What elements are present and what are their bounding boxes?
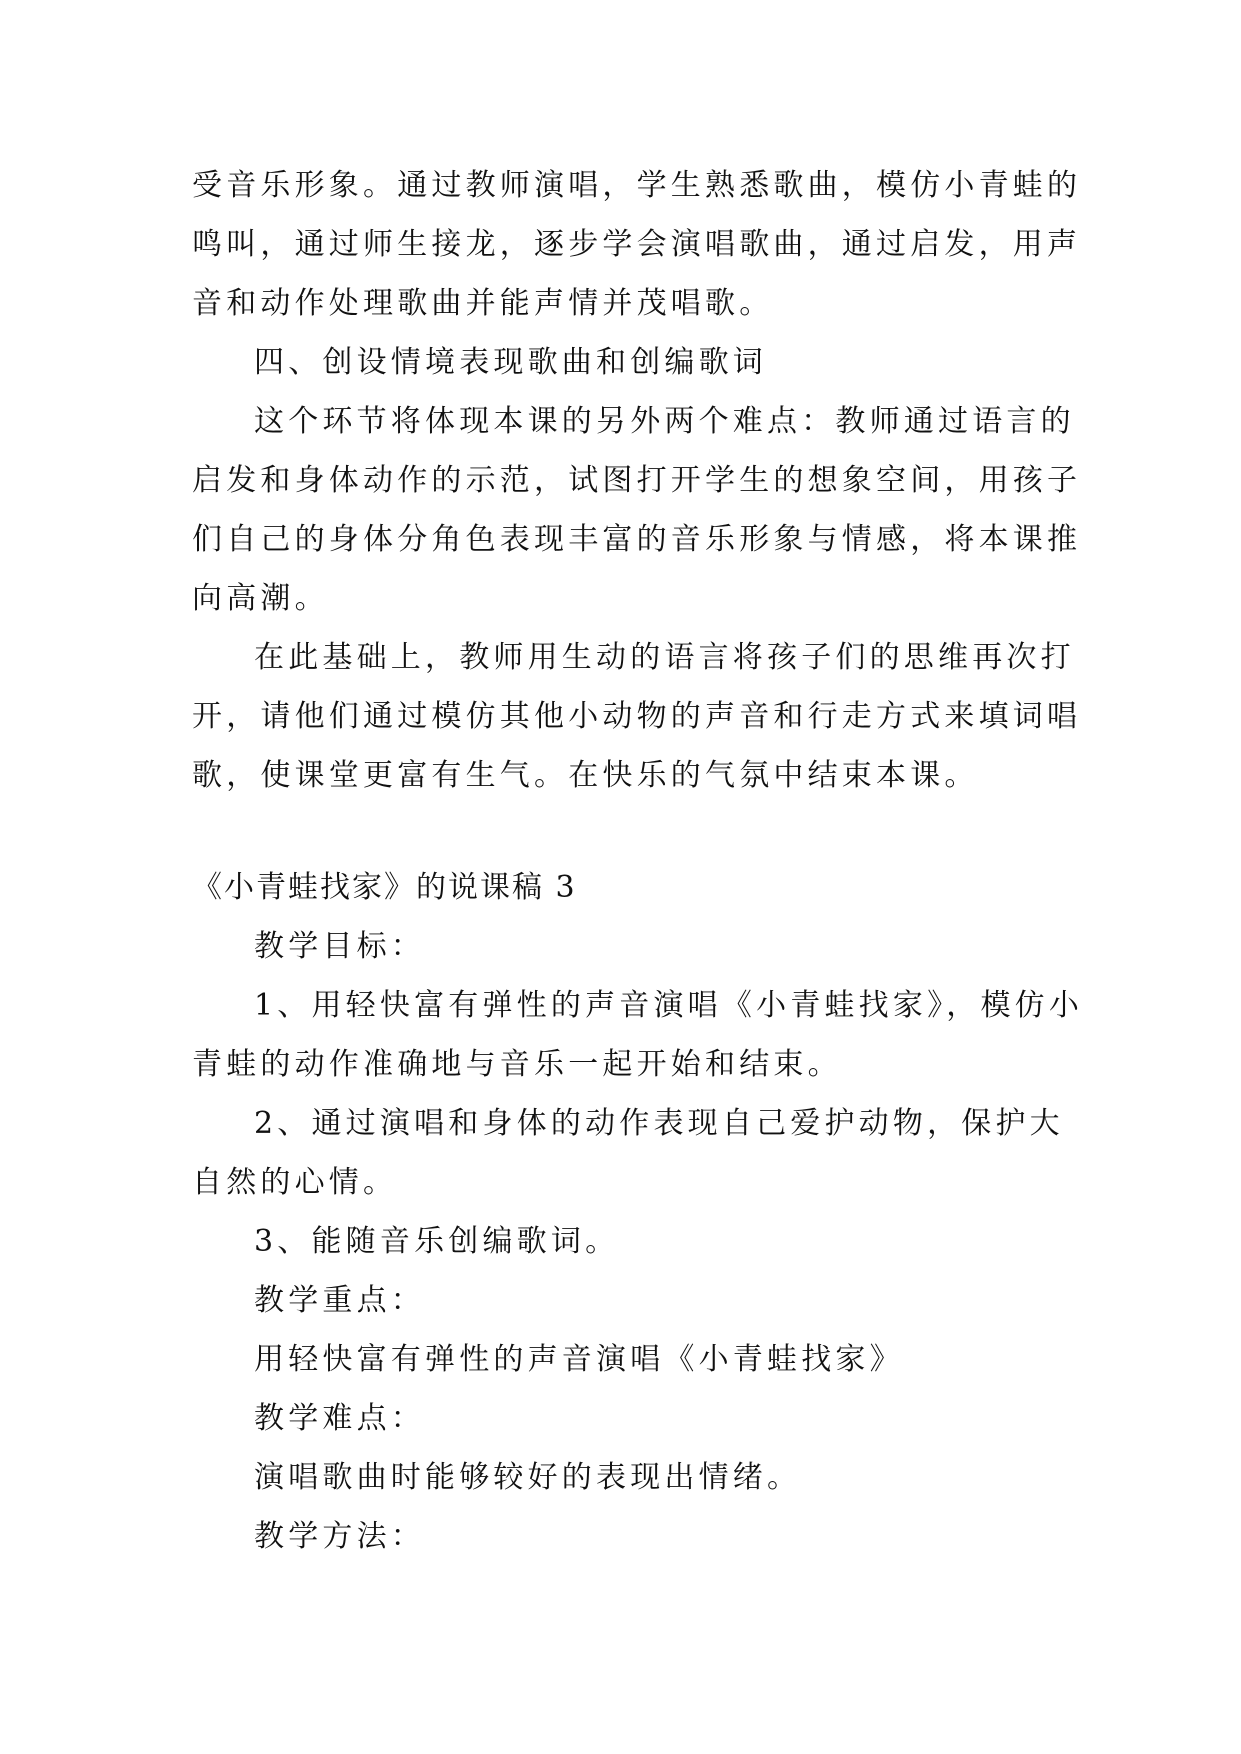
paragraph-line: 歌，使课堂更富有生气。在快乐的气氛中结束本课。 xyxy=(192,758,979,793)
document-title: 《小青蛙找家》的说课稿 3 xyxy=(192,870,577,905)
paragraph-line: 音和动作处理歌曲并能声情并茂唱歌。 xyxy=(192,286,774,321)
paragraph-line: 鸣叫，通过师生接龙，逐步学会演唱歌曲，通过启发，用声 xyxy=(192,227,1082,262)
subheading-teaching-difficulty: 教学难点： xyxy=(254,1401,425,1436)
paragraph-line: 受音乐形象。通过教师演唱，学生熟悉歌曲，模仿小青蛙的 xyxy=(192,168,1082,203)
list-item: 2、通过演唱和身体的动作表现自己爱护动物，保护大 xyxy=(254,1106,1064,1141)
list-item-continued: 青蛙的动作准确地与音乐一起开始和结束。 xyxy=(192,1047,842,1082)
paragraph-line: 启发和身体动作的示范，试图打开学生的想象空间，用孩子 xyxy=(192,463,1082,498)
paragraph-line: 这个环节将体现本课的另外两个难点：教师通过语言的 xyxy=(254,404,1075,439)
paragraph-line: 用轻快富有弹性的声音演唱《小青蛙找家》 xyxy=(254,1342,904,1377)
paragraph-line: 演唱歌曲时能够较好的表现出情绪。 xyxy=(254,1460,802,1495)
list-item: 3、能随音乐创编歌词。 xyxy=(254,1224,620,1259)
subheading-teaching-goals: 教学目标： xyxy=(254,929,425,964)
subheading-teaching-methods: 教学方法： xyxy=(254,1519,425,1554)
paragraph-line: 向高潮。 xyxy=(192,581,329,616)
subheading-teaching-focus: 教学重点： xyxy=(254,1283,425,1318)
paragraph-line: 们自己的身体分角色表现丰富的音乐形象与情感，将本课推 xyxy=(192,522,1082,557)
list-item-continued: 自然的心情。 xyxy=(192,1165,398,1200)
paragraph-line: 开，请他们通过模仿其他小动物的声音和行走方式来填词唱 xyxy=(192,699,1082,734)
paragraph-line: 在此基础上，教师用生动的语言将孩子们的思维再次打 xyxy=(254,640,1075,675)
section-heading: 四、创设情境表现歌曲和创编歌词 xyxy=(254,345,767,380)
list-item: 1、用轻快富有弹性的声音演唱《小青蛙找家》，模仿小 xyxy=(254,988,1084,1023)
